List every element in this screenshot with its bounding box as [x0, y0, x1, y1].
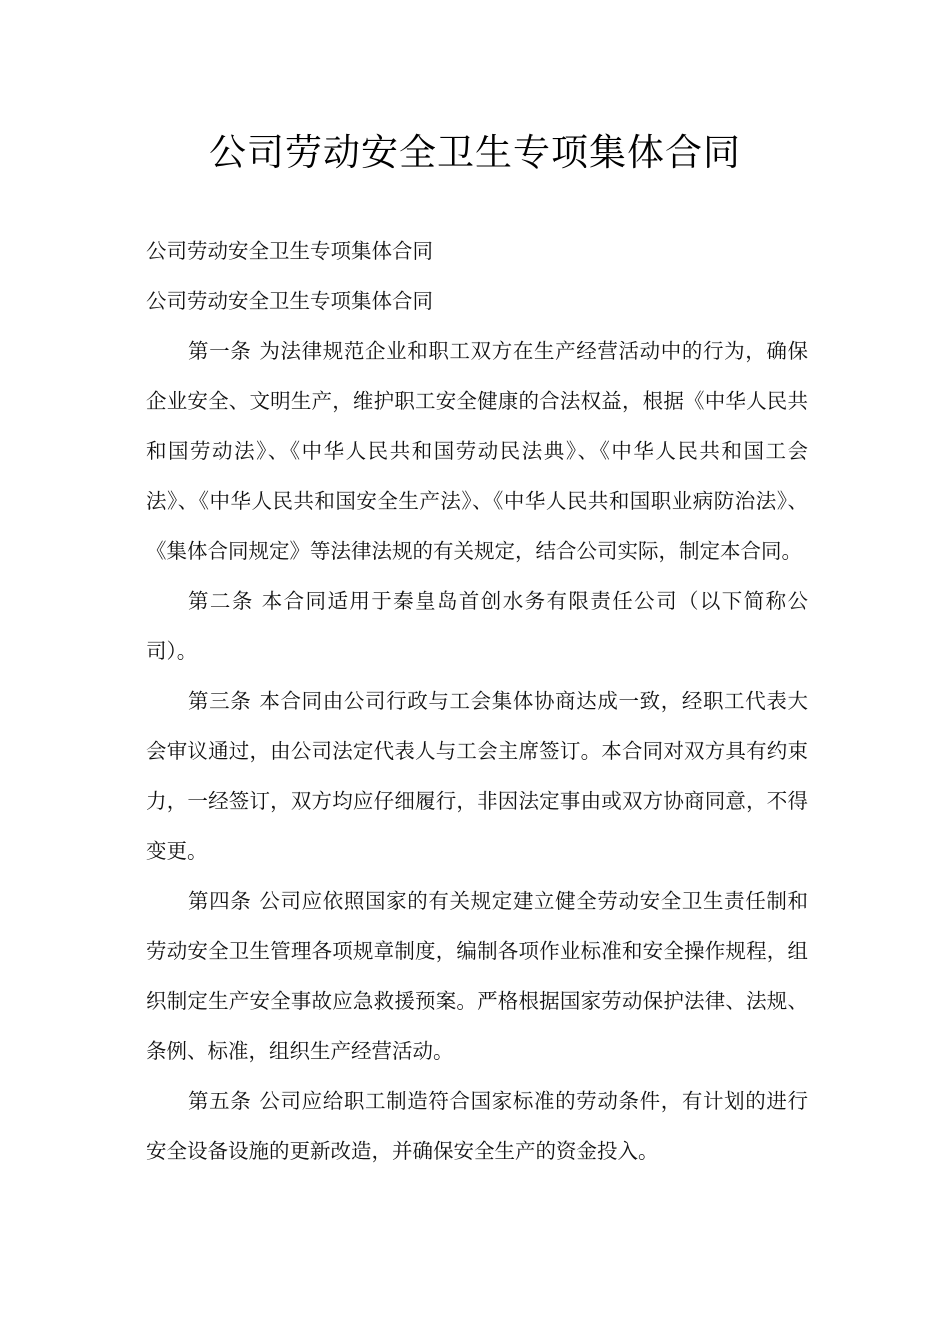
article-4	[146, 876, 808, 1076]
document-title: 公司劳动安全卫生专项集体合同	[209, 131, 741, 174]
article-1-number: 第一条	[188, 339, 252, 363]
article-2-number: 第二条	[188, 589, 254, 613]
article-4-number: 第四条	[188, 889, 252, 913]
article-1-text: 为法律规范企业和职工双方在生产经营活动中的行为，确保企业安全、文明生产，维护职工安全健康的合法权益，根据《中华人民共和国劳动法》、《中华人民共和国劳动民法典》、《中华人民共和国工会法》、《中华人民共和国安全生产法》、《中华人民共和国职业病防治法》、《集体合同规定》等法律法规的有关规定，结合公司实际，制定本合同。	[146, 339, 808, 563]
article-4-text: 公司应依照国家的有关规定建立健全劳动安全卫生责任制和劳动安全卫生管理各项规章制度，编制各项作业标准和安全操作规程，组织制定生产安全事故应急救援预案。严格根据国家劳动保护法律、法规、条例、标准，组织生产经营活动。	[146, 889, 808, 1063]
article-5-number: 第五条	[188, 1089, 252, 1113]
subtitle-line-1: 公司劳动安全卫生专项集体合同	[146, 239, 433, 263]
article-5	[146, 1076, 808, 1176]
article-2	[146, 576, 808, 676]
article-2-text: 本合同适用于秦皇岛首创水务有限责任公司（以下简称公司）。	[146, 589, 809, 663]
article-3-number: 第三条	[188, 689, 252, 713]
article-3-text: 本合同由公司行政与工会集体协商达成一致，经职工代表大会审议通过，由公司法定代表人与工会主席签订。本合同对双方具有约束力，一经签订，双方均应仔细履行，非因法定事由或双方协商同意，不得变更。	[146, 689, 808, 863]
article-1	[146, 326, 808, 576]
article-3	[146, 676, 808, 876]
article-5-text: 公司应给职工制造符合国家标准的劳动条件，有计划的进行安全设备设施的更新改造，并确保安全生产的资金投入。	[146, 1089, 808, 1163]
subtitle-line-2: 公司劳动安全卫生专项集体合同	[146, 289, 433, 313]
document-body	[146, 226, 808, 1176]
